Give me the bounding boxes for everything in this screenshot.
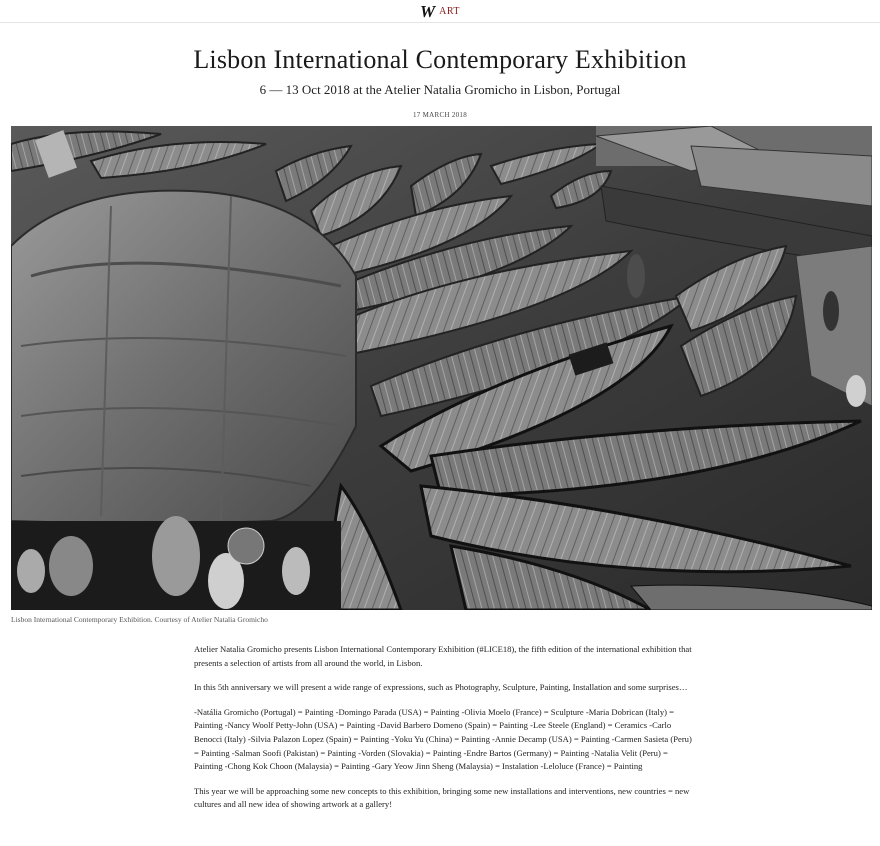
- publish-date: 17 MARCH 2018: [412, 111, 468, 119]
- article-body: [194, 643, 694, 823]
- site-logo[interactable]: W: [419, 1, 436, 21]
- article-paragraph-artist-list: -Natália Gromicho (Portugal) = Painting -Domingo Parada (USA) = Painting -Olivia Moelo (France) = Sculpture -Maria Dobrican (Italy) = Painting -Nancy Woolf Petty-John (USA) = Painting -David Barbero Domeno (Spain) = Painting -Lee Steele (England) = Ceramics -Carlo Benocci (Italy) -Silvia Palazon Lopez (Spain) = Painting -Yoku Yu (China) = Painting -Annie Decamp (USA) = Painting -Carmen Sasieta (Peru) = Painting -Salman Soofi (Pakistan) = Painting -Vorden (Slovakia) = Painting -Endre Bartos (Germany) = Painting -Natalia Velit (Peru) = Painting -Chong Kok Choon (Malaysia) = Painting -Gary Yeow Jinn Sheng (Malaysia) = Instalation -Leloluce (France) = Painting: [194, 706, 692, 772]
- photo-caption: Lisbon International Contemporary Exhibition. Courtesy of Atelier Natalia Gromicho: [11, 615, 268, 624]
- hero-photo: [11, 126, 872, 610]
- article-subtitle: 6 — 13 Oct 2018 at the Atelier Natalia Gromicho in Lisbon, Portugal: [259, 82, 621, 97]
- article-paragraph: Atelier Natalia Gromicho presents Lisbon International Contemporary Exhibition (#LICE18), the fifth edition of the international exhibition that presents a selection of artists from all around the world, in Lisbon.: [194, 644, 692, 668]
- article-paragraph: In this 5th anniversary we will present a wide range of expressions, such as Photography, Sculpture, Painting, Installation and some surprises…: [194, 682, 688, 693]
- boats-photograph: [11, 126, 872, 610]
- top-navigation-bar: [0, 0, 880, 23]
- section-link-art[interactable]: ART: [439, 5, 461, 17]
- article-title: Lisbon International Contemporary Exhibition: [193, 45, 687, 74]
- article-paragraph: This year we will be approaching some new concepts to this exhibition, bringing some new installations and interventions, new countries = new cultures and all new idea of showing artwork at a gallery!: [194, 785, 690, 810]
